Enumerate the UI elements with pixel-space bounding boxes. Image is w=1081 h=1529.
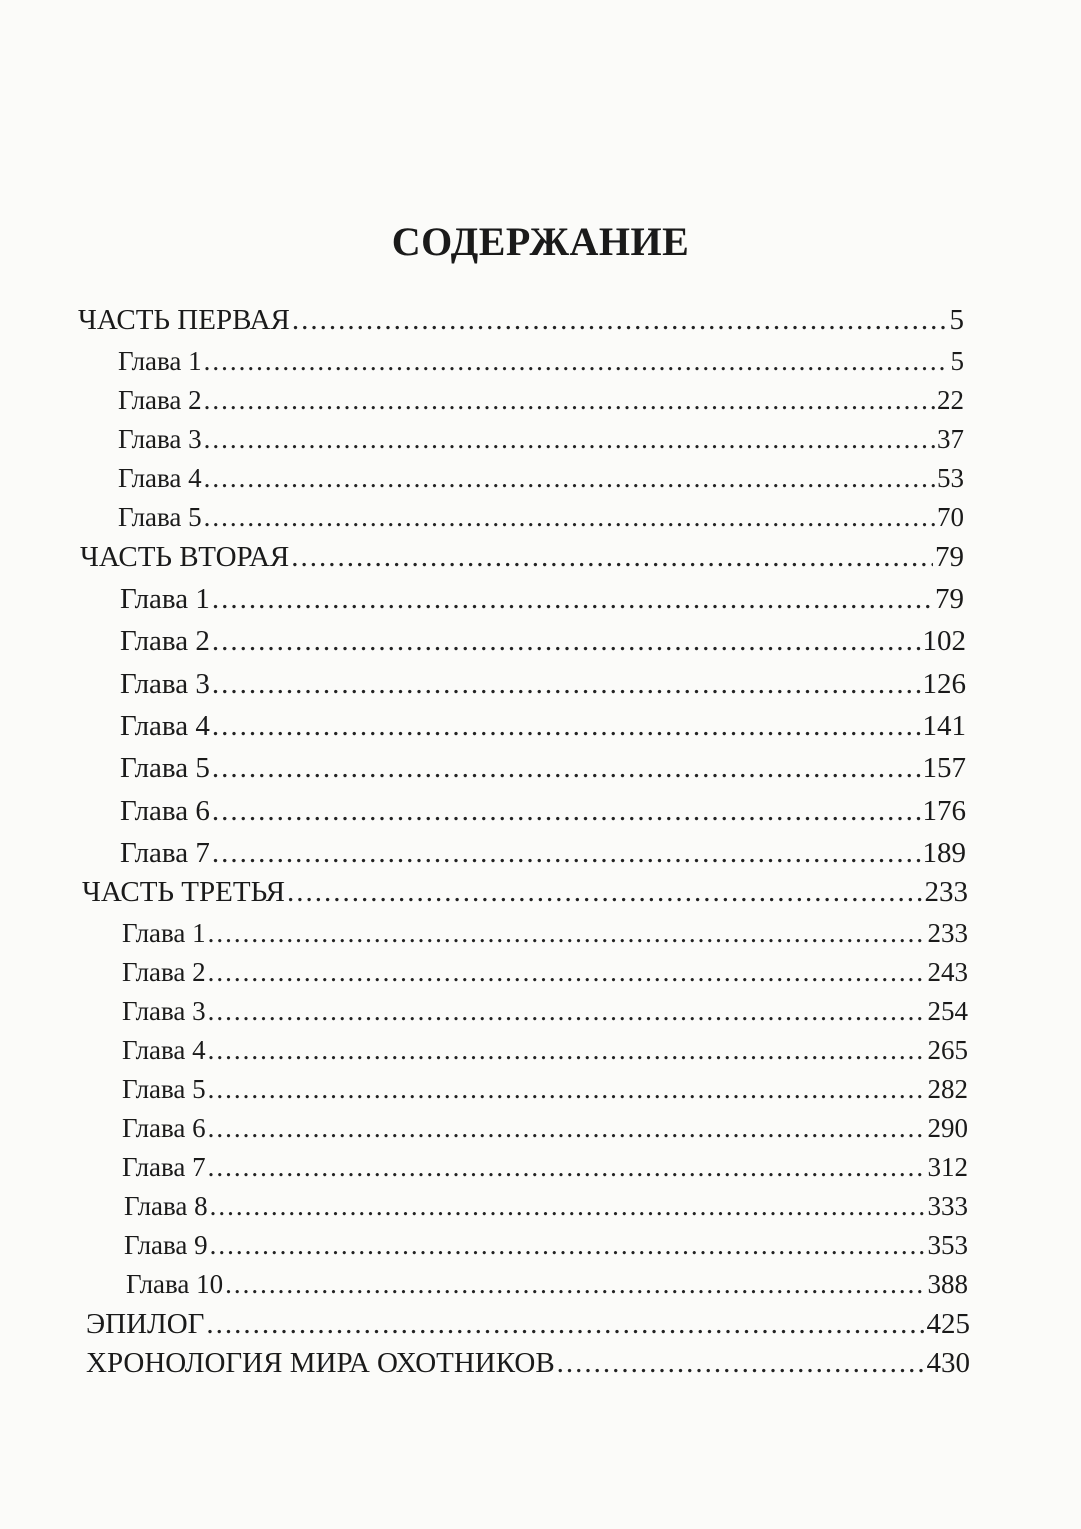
toc-page-number: 37 <box>937 424 964 454</box>
dot-leader <box>204 502 935 533</box>
toc-page-number: 53 <box>937 463 964 493</box>
toc-chapter[interactable] <box>124 1230 968 1261</box>
toc-chapter[interactable] <box>122 1113 968 1144</box>
toc-chapter[interactable] <box>122 957 968 988</box>
dot-leader <box>212 583 933 616</box>
toc-chapter-label: Глава 6 <box>120 795 210 827</box>
toc-chapter-label: Глава 7 <box>122 1152 206 1182</box>
toc-page-number: 79 <box>935 583 964 615</box>
dot-leader <box>210 1191 926 1222</box>
toc-part-label: ЧАСТЬ ВТОРАЯ <box>80 541 290 573</box>
dot-leader <box>208 1074 926 1105</box>
toc-chapter-label: Глава 4 <box>118 463 202 493</box>
toc-page-number: 233 <box>924 876 968 908</box>
toc-epilogue[interactable] <box>86 1308 970 1341</box>
toc-chapter[interactable] <box>118 463 964 494</box>
toc-chapter-label: Глава 2 <box>120 625 210 657</box>
toc-page-number: 176 <box>922 795 966 827</box>
toc-chapter[interactable] <box>118 502 964 533</box>
toc-part-2[interactable] <box>80 541 964 574</box>
toc-chapter-label: Глава 3 <box>118 424 202 454</box>
toc-page-number: 353 <box>927 1230 968 1260</box>
toc-chapter[interactable] <box>118 385 964 416</box>
toc-page-number: 79 <box>935 541 964 573</box>
toc-page-number: 312 <box>927 1152 968 1182</box>
toc-page-number: 5 <box>949 304 964 336</box>
toc-chapter-label: Глава 1 <box>118 346 202 376</box>
toc-part-3[interactable] <box>82 876 968 909</box>
toc-chapter[interactable] <box>120 752 966 785</box>
toc-chapter[interactable] <box>122 918 968 949</box>
dot-leader <box>291 541 933 574</box>
dot-leader <box>208 1035 926 1066</box>
dot-leader <box>212 625 921 658</box>
toc-chapter[interactable] <box>120 795 966 828</box>
toc-page-number: 425 <box>926 1308 970 1340</box>
dot-leader <box>225 1269 925 1300</box>
toc-chapter-label: Глава 4 <box>122 1035 206 1065</box>
toc-chapter-label: Глава 2 <box>118 385 202 415</box>
toc-chapter[interactable] <box>124 1191 968 1222</box>
toc-page-number: 290 <box>927 1113 968 1143</box>
toc-chapter[interactable] <box>122 996 968 1027</box>
toc-page-number: 333 <box>927 1191 968 1221</box>
toc-page-number: 157 <box>922 752 966 784</box>
toc-chapter[interactable] <box>122 1074 968 1105</box>
toc-page-number: 282 <box>927 1074 968 1104</box>
dot-leader <box>212 752 921 785</box>
toc-chapter[interactable] <box>126 1269 968 1300</box>
toc-chronology-label: ХРОНОЛОГИЯ МИРА ОХОТНИКОВ <box>86 1347 555 1379</box>
dot-leader <box>210 1230 926 1261</box>
toc-page-number: 254 <box>927 996 968 1026</box>
dot-leader <box>557 1347 925 1380</box>
toc-chapter[interactable] <box>122 1152 968 1183</box>
dot-leader <box>206 1308 924 1341</box>
dot-leader <box>208 1152 926 1183</box>
toc-page-number: 70 <box>937 502 964 532</box>
toc-page-number: 102 <box>922 625 966 657</box>
dot-leader <box>212 668 921 701</box>
dot-leader <box>204 463 935 494</box>
dot-leader <box>212 837 921 870</box>
dot-leader <box>208 918 926 949</box>
toc-part-1[interactable] <box>78 304 964 337</box>
toc-chapter[interactable] <box>120 710 966 743</box>
toc-chronology[interactable] <box>86 1347 970 1380</box>
dot-leader <box>292 304 948 337</box>
toc-chapter[interactable] <box>118 424 964 455</box>
toc-chapter[interactable] <box>118 346 964 377</box>
toc-chapter-label: Глава 9 <box>124 1230 208 1260</box>
toc-chapter-label: Глава 10 <box>126 1269 224 1299</box>
page-title: СОДЕРЖАНИЕ <box>391 219 690 264</box>
toc-chapter-label: Глава 2 <box>122 957 206 987</box>
toc-chapter-label: Глава 5 <box>120 752 210 784</box>
toc-page-number: 189 <box>922 837 966 869</box>
toc-chapter-label: Глава 6 <box>122 1113 206 1143</box>
toc-chapter-label: Глава 3 <box>120 668 210 700</box>
dot-leader <box>208 957 926 988</box>
dot-leader <box>208 1113 926 1144</box>
toc-chapter-label: Глава 1 <box>120 583 210 615</box>
toc-page-number: 233 <box>927 918 968 948</box>
toc-chapter-label: Глава 7 <box>120 837 210 869</box>
toc-chapter-label: Глава 1 <box>122 918 206 948</box>
toc-page-number: 265 <box>927 1035 968 1065</box>
toc-page-number: 126 <box>922 668 966 700</box>
toc-chapter-label: Глава 8 <box>124 1191 208 1221</box>
toc-chapter-label: Глава 5 <box>122 1074 206 1104</box>
dot-leader <box>212 710 921 743</box>
dot-leader <box>287 876 922 909</box>
dot-leader <box>208 996 926 1027</box>
toc-part-label: ЧАСТЬ ТРЕТЬЯ <box>82 876 286 908</box>
toc-chapter-label: Глава 5 <box>118 502 202 532</box>
toc-chapter-label: Глава 3 <box>122 996 206 1026</box>
toc-page-number: 243 <box>927 957 968 987</box>
toc-chapter[interactable] <box>120 837 966 870</box>
dot-leader <box>204 424 935 455</box>
dot-leader <box>212 795 921 828</box>
toc-part-label: ЧАСТЬ ПЕРВАЯ <box>78 304 290 336</box>
toc-page-number: 141 <box>922 710 966 742</box>
toc-chapter[interactable] <box>120 625 966 658</box>
toc-page-number: 388 <box>927 1269 968 1299</box>
toc-chapter[interactable] <box>120 583 964 616</box>
toc-chapter-label: Глава 4 <box>120 710 210 742</box>
dot-leader <box>204 385 935 416</box>
toc-epilogue-label: ЭПИЛОГ <box>86 1308 205 1340</box>
toc-page-number: 430 <box>926 1347 970 1379</box>
toc-chapter[interactable] <box>122 1035 968 1066</box>
toc-chapter[interactable] <box>120 668 966 701</box>
toc-page-number: 22 <box>937 385 964 415</box>
dot-leader <box>204 346 949 377</box>
toc-page-number: 5 <box>950 346 964 376</box>
